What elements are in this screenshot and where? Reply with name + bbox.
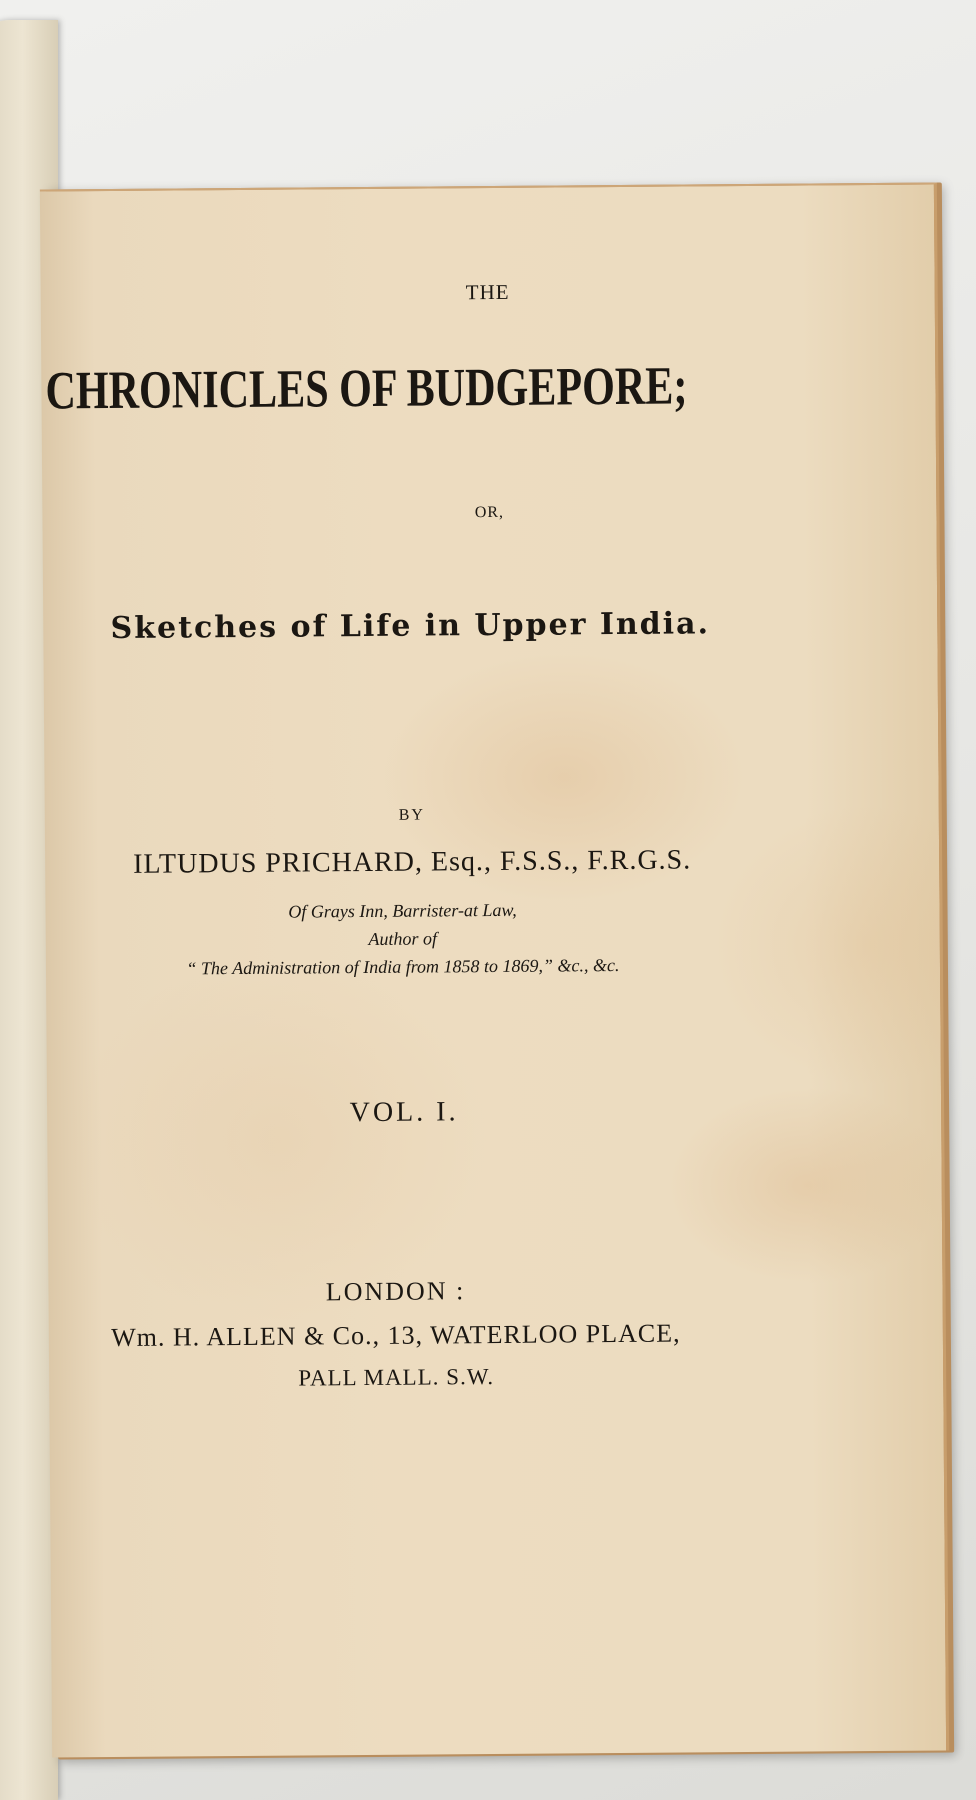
by-label: BY (398, 806, 425, 824)
title-the: THE (465, 279, 510, 305)
publisher-address: PALL MALL. S.W. (298, 1364, 495, 1391)
credential-line-3: “ The Administration of India from 1858 to 1869,” &c., &c. (186, 955, 620, 979)
volume-label: VOL. I. (349, 1096, 459, 1129)
author-name: ILTUDUS PRICHARD, Esq., F.S.S., F.R.G.S. (133, 844, 692, 880)
credential-line-2: Author of (368, 928, 438, 949)
title-or: OR, (474, 503, 505, 522)
subtitle: Sketches of Life in Upper India. (110, 606, 711, 647)
main-title: CHRONICLES OF BUDGEPORE; (45, 355, 688, 421)
publisher-city: LONDON : (325, 1276, 466, 1307)
credential-line-1: Of Grays Inn, Barrister-at Law, (288, 899, 517, 922)
title-page (40, 183, 949, 1758)
publisher-line: Wm. H. ALLEN & Co., 13, WATERLOO PLACE, (111, 1318, 681, 1353)
